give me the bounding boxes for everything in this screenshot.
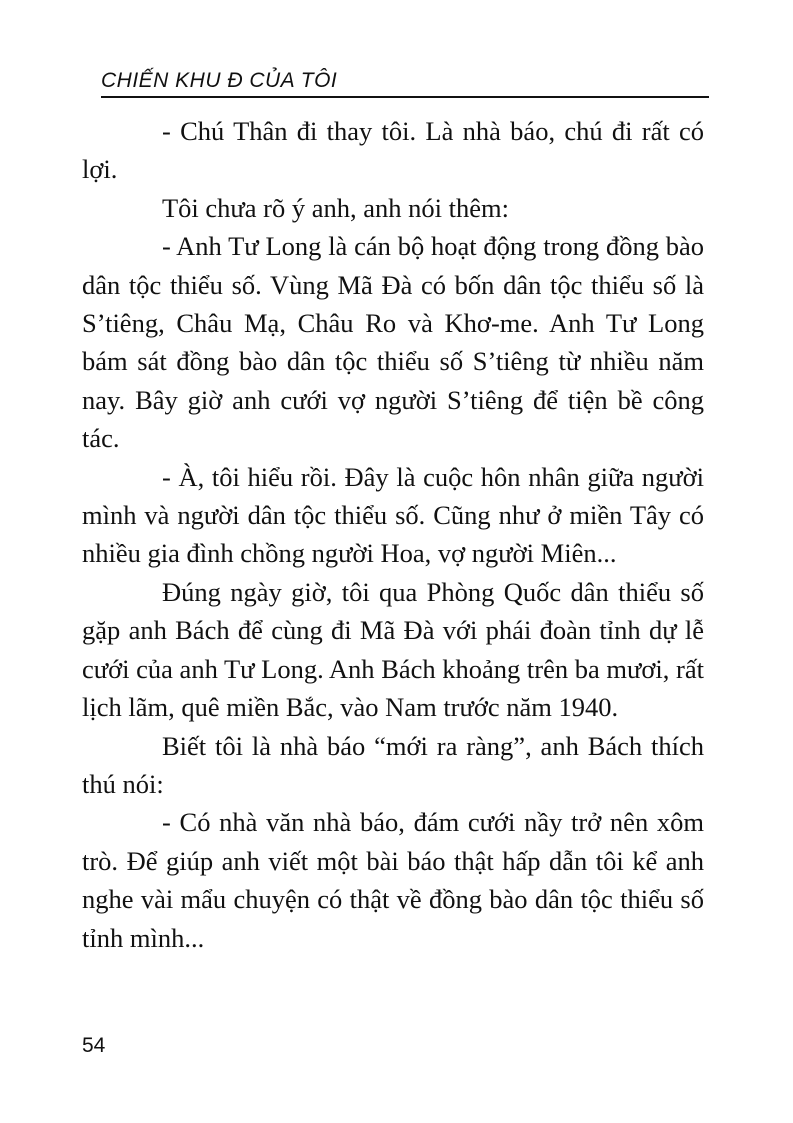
paragraph: - Có nhà văn nhà báo, đám cưới nầy trở nên xôm trò. Để giúp anh viết một bài báo thật hấp dẫn tôi kể anh nghe vài mẩu chuyện có thật về đồng bào dân tộc thiểu số tỉnh mình...: [82, 807, 704, 953]
running-header: [101, 64, 709, 100]
paragraph: - Chú Thân đi thay tôi. Là nhà báo, chú đi rất có lợi.: [82, 116, 704, 185]
header-rule: [101, 96, 709, 98]
body-text: [82, 112, 704, 957]
paragraph: Biết tôi là nhà báo “mới ra ràng”, anh Bách thích thú nói:: [82, 730, 704, 799]
running-title: CHIẾN KHU Đ CỦA TÔI: [101, 69, 338, 92]
paragraph: - Anh Tư Long là cán bộ hoạt động trong đồng bào dân tộc thiểu số. Vùng Mã Đà có bốn dân tộc thiểu số là S’tiêng, Châu Mạ, Châu Ro và Khơ-me. Anh Tư Long bám sát đồng bào dân tộc thiểu số S’tiêng từ nhiều năm nay. Bây giờ anh cưới vợ người S’tiêng để tiện bề công tác.: [82, 231, 704, 454]
paragraph: Tôi chưa rõ ý anh, anh nói thêm:: [162, 192, 509, 223]
paragraph: Đúng ngày giờ, tôi qua Phòng Quốc dân thiểu số gặp anh Bách để cùng đi Mã Đà với phái đoàn tỉnh dự lễ cưới của anh Tư Long. Anh Bách khoảng trên ba mươi, rất lịch lãm, quê miền Bắc, vào Nam trước năm 1940.: [82, 576, 704, 723]
page-number: 54: [82, 1034, 106, 1057]
paragraph: - À, tôi hiểu rồi. Đây là cuộc hôn nhân giữa người mình và người dân tộc thiểu số. Cũng như ở miền Tây có nhiều gia đình chồng người Hoa, vợ người Miên...: [82, 461, 704, 569]
